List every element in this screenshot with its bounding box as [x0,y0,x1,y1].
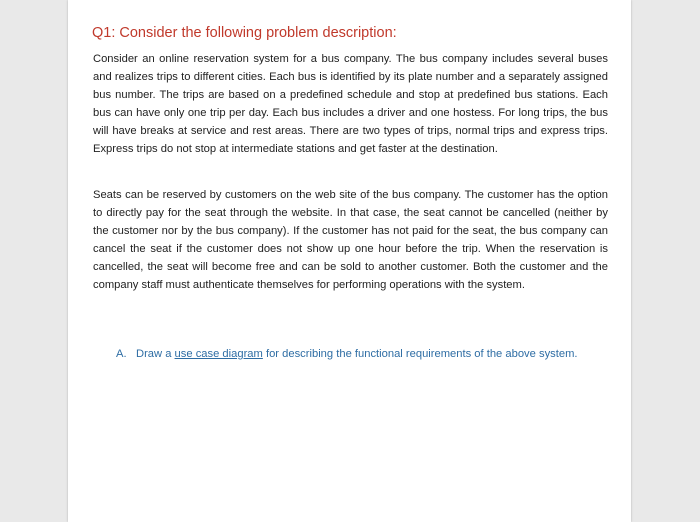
problem-paragraph-2: Seats can be reserved by customers on the web site of the bus company. The customer has the option to directly pay for the seat through the website. In that case, the seat cannot be cancelled (neither by the customer nor by the bus company). If the customer has not paid for the seat, the bus company can cancel the seat if the customer does not show up one hour before the trip. When the reservation is cancelled, the seat will become free and can be sold to another customer. Both the customer and the company staff must authenticate themselves for performing operations with the system. [93,189,608,292]
task-prefix: Draw a [136,348,175,360]
task-item-a [116,345,606,363]
task-suffix: for describing the functional requirements of the above system. [262,348,578,360]
task-text [136,345,606,363]
document-page [68,0,631,522]
problem-paragraph-1: Consider an online reservation system for a bus company. The bus company includes several buses and realizes trips to different cities. Each bus is identified by its plate number and a separately assigned bus number. The trips are based on a predefined schedule and stop at predefined bus stations. Each bus can have only one trip per day. Each bus includes a driver and one hostess. For long trips, the bus will have breaks at service and rest areas. There are two types of trips, normal trips and express trips. Express trips do not stop at intermediate stations and get faster at the destination. [93,53,608,156]
use-case-diagram-link[interactable]: use case diagram [174,348,263,360]
task-marker: A. [116,348,127,360]
question-heading: Q1: Consider the following problem description: [92,25,397,41]
